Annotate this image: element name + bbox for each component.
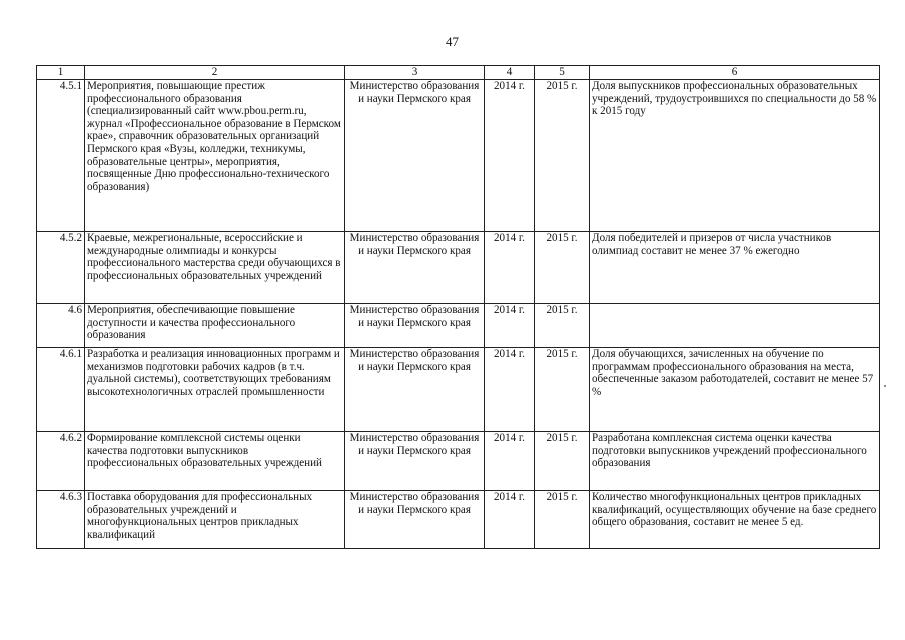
end-year-cell: 2015 г. (535, 491, 590, 549)
end-year-cell: 2015 г. (535, 304, 590, 348)
item-number: 4.6 (37, 304, 85, 348)
column-header-2: 2 (85, 66, 345, 80)
start-year-cell: 2014 г. (485, 491, 535, 549)
scan-speck (884, 385, 886, 387)
item-number: 4.6.3 (37, 491, 85, 549)
start-year-cell: 2014 г. (485, 304, 535, 348)
table-row (37, 491, 880, 549)
table-row (37, 304, 880, 348)
column-header-1: 1 (37, 66, 85, 80)
table-row (37, 80, 880, 232)
table-row (37, 348, 880, 432)
activity-cell: Мероприятия, обеспечивающие повышение доступности и качества профессионального образования (85, 304, 345, 348)
start-year-cell: 2014 г. (485, 80, 535, 232)
activity-cell: Мероприятия, повышающие престиж профессионального образования (специализированный сайт www.pbou.perm.ru, журнал «Профессиональное образование в Пермском крае», справочник образовательных организаций Пермского края «Вузы, колледжи, техникумы, образовательные центры», мероприятия, посвященные Дню профессионально-технического образования) (85, 80, 345, 232)
table-row (37, 232, 880, 304)
executor-cell: Министерство образования и науки Пермского края (345, 491, 485, 549)
item-number: 4.6.1 (37, 348, 85, 432)
activity-cell: Поставка оборудования для профессиональных образовательных учреждений и многофункциональных центров прикладных квалификаций (85, 491, 345, 549)
page-number: 47 (446, 34, 459, 49)
item-number: 4.5.1 (37, 80, 85, 232)
end-year-cell: 2015 г. (535, 348, 590, 432)
result-cell: Доля победителей и призеров от числа участников олимпиад составит не менее 37 % ежегодно (590, 232, 880, 304)
activities-table (36, 65, 880, 549)
item-number: 4.6.2 (37, 432, 85, 491)
result-cell (590, 304, 880, 348)
result-cell: Доля обучающихся, зачисленных на обучение по программам профессионального образования на места, обеспеченные заказом работодателей, составит не менее 57 % (590, 348, 880, 432)
executor-cell: Министерство образования и науки Пермского края (345, 304, 485, 348)
executor-cell: Министерство образования и науки Пермского края (345, 80, 485, 232)
executor-cell: Министерство образования и науки Пермского края (345, 348, 485, 432)
column-header-5: 5 (535, 66, 590, 80)
activity-cell: Формирование комплексной системы оценки качества подготовки выпускников профессиональных образовательных учреждений (85, 432, 345, 491)
end-year-cell: 2015 г. (535, 80, 590, 232)
table-row (37, 432, 880, 491)
executor-cell: Министерство образования и науки Пермского края (345, 232, 485, 304)
end-year-cell: 2015 г. (535, 432, 590, 491)
item-number: 4.5.2 (37, 232, 85, 304)
column-header-3: 3 (345, 66, 485, 80)
column-header-4: 4 (485, 66, 535, 80)
column-header-6: 6 (590, 66, 880, 80)
header-row (37, 66, 880, 80)
result-cell: Доля выпускников профессиональных образовательных учреждений, трудоустроившихся по специальности до 58 % к 2015 году (590, 80, 880, 232)
activity-cell: Краевые, межрегиональные, всероссийские и международные олимпиады и конкурсы профессионального мастерства среди обучающихся в профессиональных образовательных учреждений (85, 232, 345, 304)
executor-cell: Министерство образования и науки Пермского края (345, 432, 485, 491)
result-cell: Количество многофункциональных центров прикладных квалификаций, осуществляющих обучение на базе среднего общего образования, составит не менее 5 ед. (590, 491, 880, 549)
activity-cell: Разработка и реализация инновационных программ и механизмов подготовки рабочих кадров (в т.ч. дуальной системы), соответствующих требованиям высокотехнологичных отраслей промышленности (85, 348, 345, 432)
result-cell: Разработана комплексная система оценки качества подготовки выпускников учреждений профессионального образования (590, 432, 880, 491)
start-year-cell: 2014 г. (485, 232, 535, 304)
start-year-cell: 2014 г. (485, 348, 535, 432)
table-header (37, 66, 880, 80)
table-body (37, 80, 880, 549)
end-year-cell: 2015 г. (535, 232, 590, 304)
start-year-cell: 2014 г. (485, 432, 535, 491)
